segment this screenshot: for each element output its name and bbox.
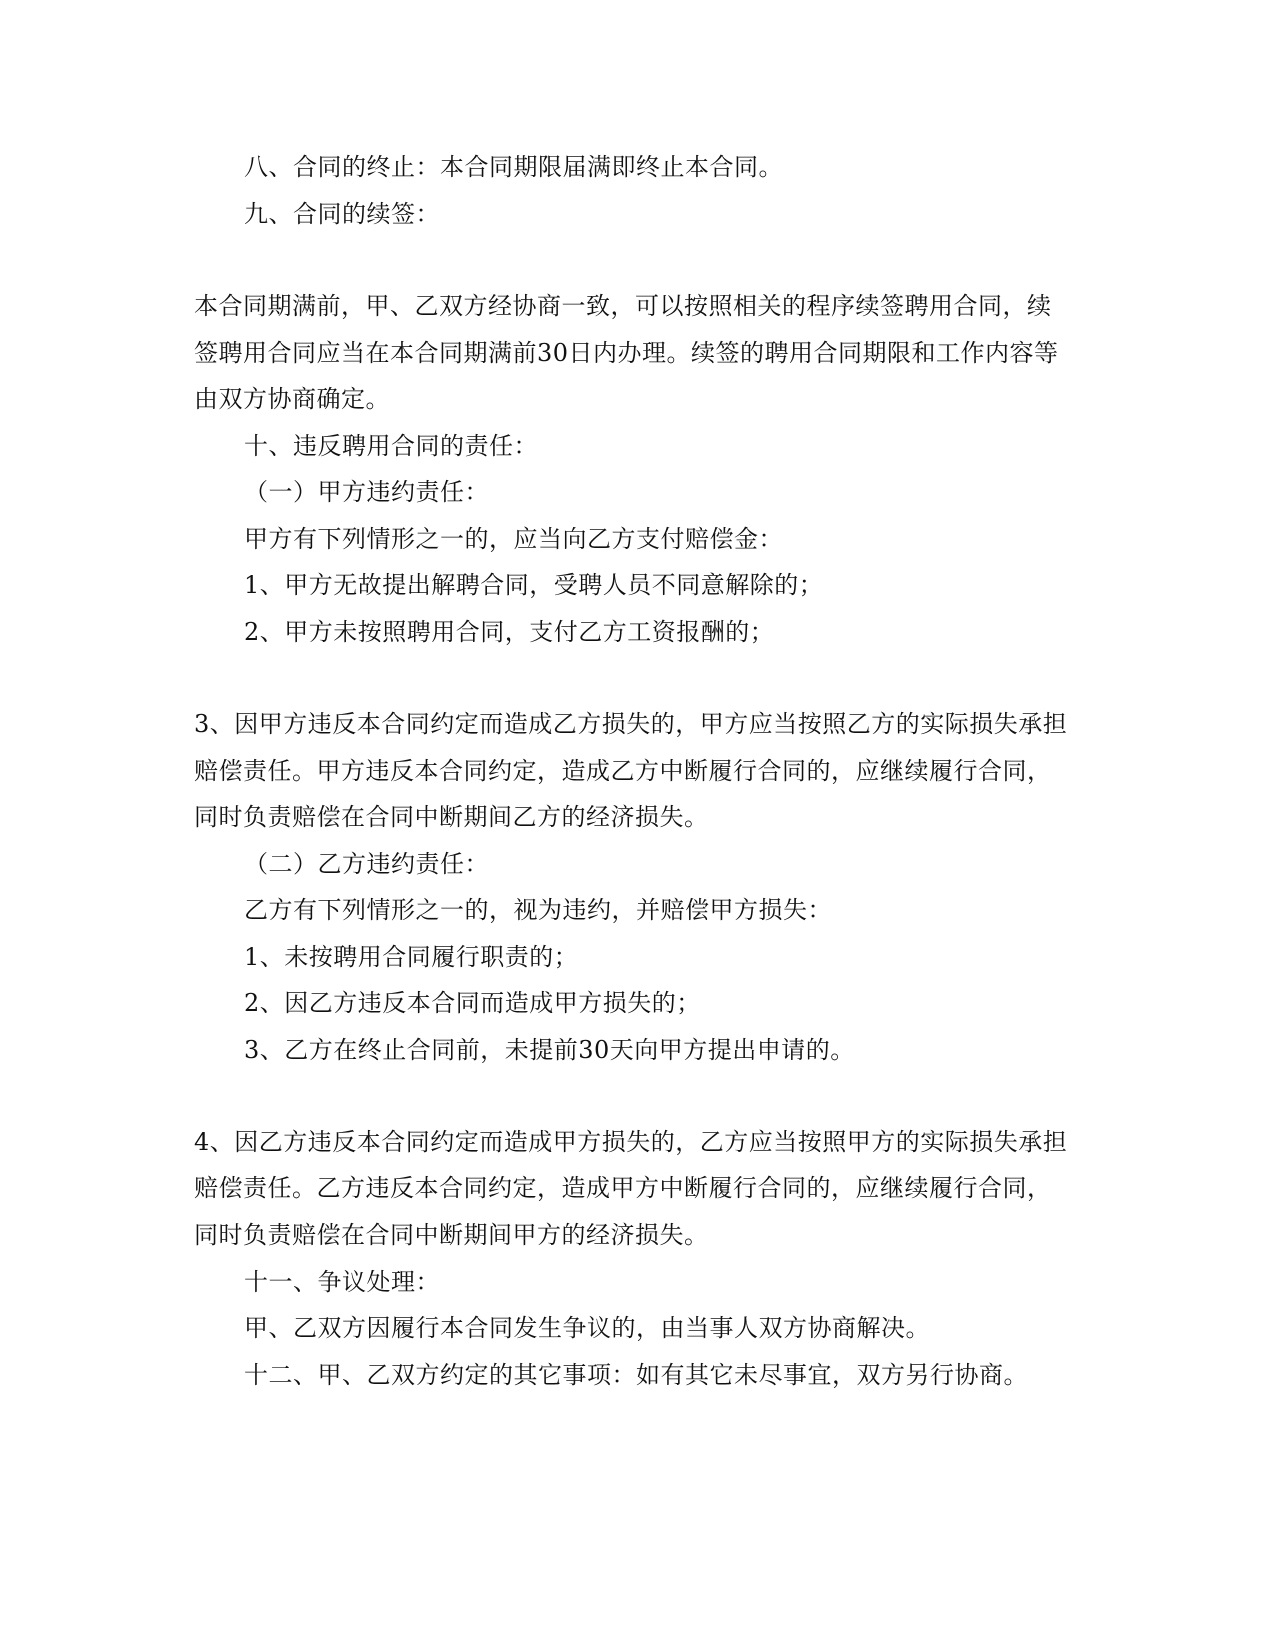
renewal-paragraph-line-2: 签聘用合同应当在本合同期满前30日内办理。续签的聘用合同期限和工作内容等 — [194, 339, 1059, 367]
party-b-liability-heading: （二）乙方违约责任： — [244, 850, 489, 878]
renewal-paragraph-line-1: 本合同期满前，甲、乙双方经协商一致，可以按照相关的程序续签聘用合同，续 — [194, 292, 1052, 320]
party-a-item-3-line-1: 3、因甲方违反本合同约定而造成乙方损失的，甲方应当按照乙方的实际损失承担 — [194, 710, 1068, 738]
party-b-intro: 乙方有下列情形之一的，视为违约，并赔偿甲方损失： — [244, 896, 832, 924]
renewal-paragraph-line-3: 由双方协商确定。 — [194, 385, 390, 413]
clause-10-heading: 十、违反聘用合同的责任： — [244, 432, 538, 460]
dispute-resolution-text: 甲、乙双方因履行本合同发生争议的，由当事人双方协商解决。 — [244, 1314, 930, 1342]
party-a-item-3-line-3: 同时负责赔偿在合同中断期间乙方的经济损失。 — [194, 803, 709, 831]
clause-8-termination: 八、合同的终止：本合同期限届满即终止本合同。 — [244, 153, 783, 181]
party-a-item-3-line-2: 赔偿责任。甲方违反本合同约定，造成乙方中断履行合同的，应继续履行合同， — [194, 757, 1052, 785]
clause-11-heading: 十一、争议处理： — [244, 1268, 440, 1296]
clause-12-other-matters: 十二、甲、乙双方约定的其它事项：如有其它未尽事宜，双方另行协商。 — [244, 1361, 1028, 1389]
party-b-item-1: 1、未按聘用合同履行职责的； — [244, 943, 579, 971]
party-b-item-4-line-2: 赔偿责任。乙方违反本合同约定，造成甲方中断履行合同的，应继续履行合同， — [194, 1174, 1052, 1202]
clause-9-heading: 九、合同的续签： — [244, 200, 440, 228]
party-b-item-4-line-1: 4、因乙方违反本合同约定而造成甲方损失的，乙方应当按照甲方的实际损失承担 — [194, 1128, 1068, 1156]
party-a-intro: 甲方有下列情形之一的，应当向乙方支付赔偿金： — [244, 525, 783, 553]
party-b-item-3: 3、乙方在终止合同前，未提前30天向甲方提出申请的。 — [244, 1036, 855, 1064]
party-a-item-1: 1、甲方无故提出解聘合同，受聘人员不同意解除的； — [244, 571, 824, 599]
party-a-item-2: 2、甲方未按照聘用合同，支付乙方工资报酬的； — [244, 618, 775, 646]
party-a-liability-heading: （一）甲方违约责任： — [244, 478, 489, 506]
party-b-item-4-line-3: 同时负责赔偿在合同中断期间甲方的经济损失。 — [194, 1221, 709, 1249]
party-b-item-2: 2、因乙方违反本合同而造成甲方损失的； — [244, 989, 701, 1017]
